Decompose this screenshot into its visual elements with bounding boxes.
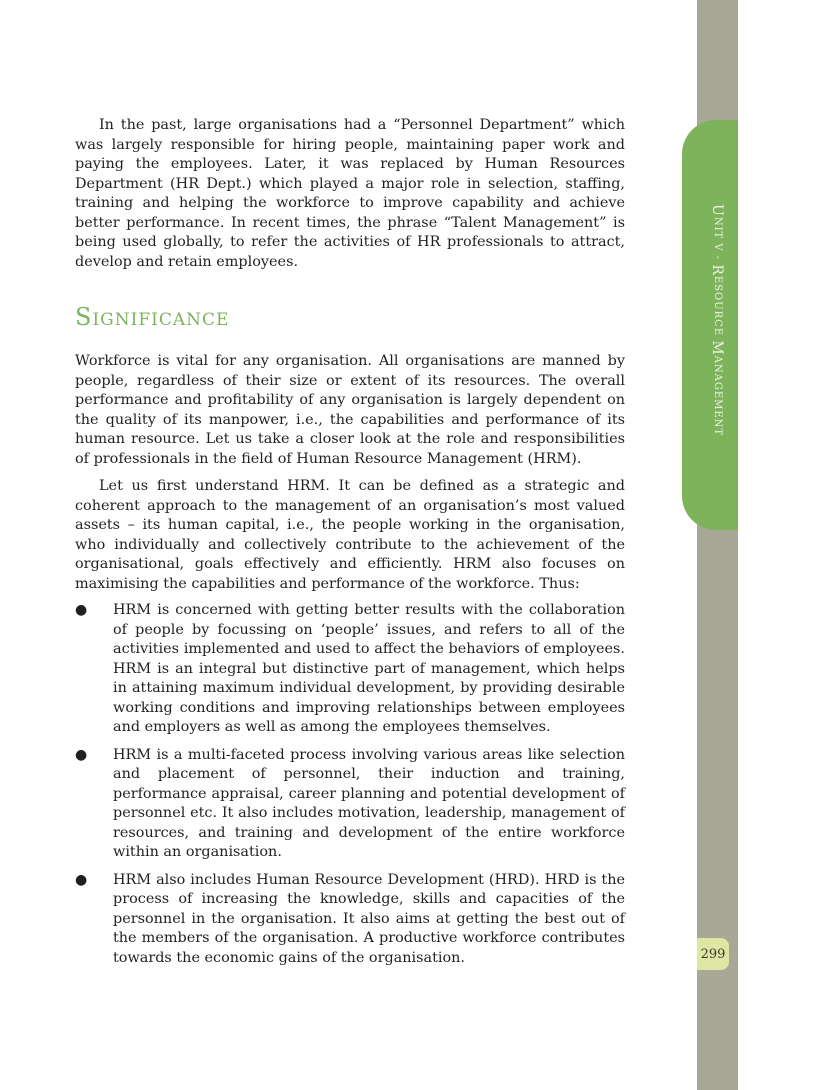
significance-paragraph: Workforce is vital for any organisation. All organisations are manned by people, regardless of their size or extent of its resources. The overall performance and profitability of any organisation is largely dependent on the quality of its manpower, i.e., the capabilities and performance of its human resource. Let us take a closer look at the role and responsibilities of professionals in the field of Human Resource Management (HRM).: [75, 353, 625, 467]
page-content: [75, 116, 625, 976]
section-heading: Significance: [75, 303, 230, 331]
bullet-icon: ●: [75, 602, 88, 618]
list-item: [75, 601, 625, 738]
list-item-text: HRM is concerned with getting better results with the collaboration of people by focussing on ‘people’ issues, and refers to all of the activities implemented and used to affect the behaviors of employees. HRM is an integral but distinctive part of management, which helps in attaining maximum individual development, by providing desirable working conditions and improving relationships between employees and employers as well as among the employees themselves.: [113, 602, 625, 735]
bullet-icon: ●: [75, 746, 88, 763]
unit-label: UNIT V - RESOURCE MANAGEMENT: [709, 204, 725, 437]
hrm-paragraph: Let us first understand HRM. It can be defined as a strategic and coherent approach to the management of an organisation’s most valued assets – its human capital, i.e., the people working in the organisation, who individually and collectively contribute to the achievement of the organisational, goals effectively and efficiently. HRM also focuses on maximising the capabilities and performance of the workforce. Thus:: [75, 478, 625, 592]
page-number: 299: [697, 938, 729, 970]
intro-paragraph: In the past, large organisations had a “Personnel Department” which was largely responsible for hiring people, maintaining paper work and paying the employees. Later, it was replaced by Human Resources Department (HR Dept.) which played a major role in selection, staffing, training and helping the workforce to improve capability and achieve better performance. In recent times, the phrase “Talent Management” is being used globally, to refer the activities of HR professionals to attract, develop and retain employees.: [75, 117, 625, 270]
bullet-list: [75, 601, 625, 968]
list-item-text: HRM also includes Human Resource Development (HRD). HRD is the process of increasing the knowledge, skills and capacities of the personnel in the organisation. It also aims at getting the best out of the members of the organisation. A productive workforce contributes towards the economic gains of the organisation.: [113, 871, 625, 966]
list-item: [75, 871, 625, 969]
list-item: [75, 746, 625, 863]
bullet-icon: ●: [75, 871, 88, 888]
list-item-text: HRM is a multi-faceted process involving various areas like selection and placement of personnel, their induction and training, performance appraisal, career planning and potential development of personnel etc. It also includes motivation, leadership, management of resources, and training and development of the entire workforce within an organisation.: [113, 746, 625, 860]
